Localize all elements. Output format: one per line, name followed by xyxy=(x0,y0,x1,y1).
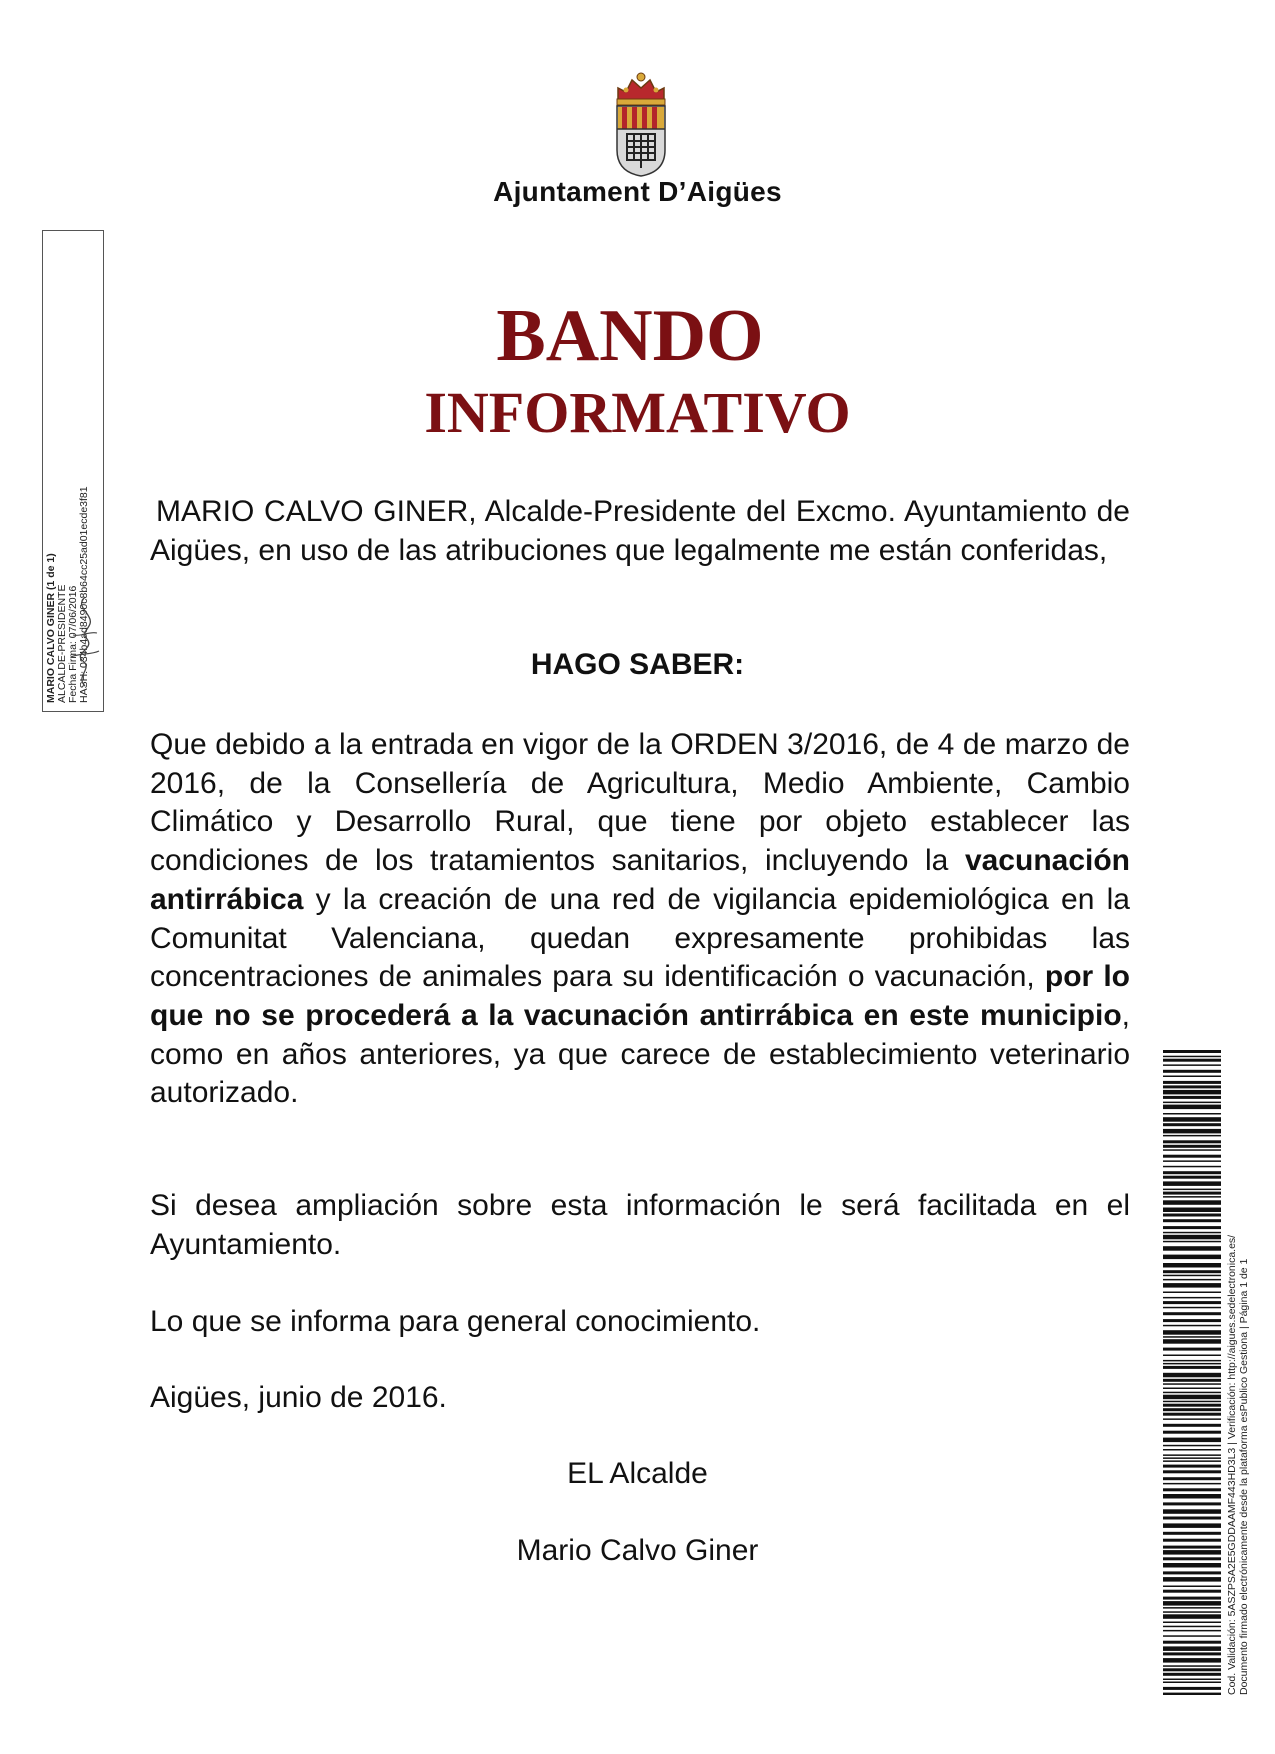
handwritten-signature-icon xyxy=(65,591,105,691)
signature-stamp xyxy=(42,230,104,712)
verification-platform-line: Documento firmado electrónicamente desde la plataforma esPublico Gestiona | Página 1 de 1 xyxy=(1238,1258,1250,1695)
stamp-hash: HASH: 034b4ad8490c8b64cc25ad01ecde3f81 xyxy=(78,486,90,703)
main-paragraph-text-3: , como en años anteriores, ya que carece de establecimiento veterinario autorizado. xyxy=(150,998,1130,1110)
coat-of-arms-logo xyxy=(612,70,670,178)
signature-title: EL Alcalde xyxy=(567,1457,708,1490)
signature-name: Mario Calvo Giner xyxy=(516,1534,759,1567)
main-paragraph-text-2: y la creación de una red de vigilancia epidemiológica en la Comunitat Valenciana, quedan expresamente prohibidas las concentraciones de animales para su identificación o vacunación, xyxy=(150,882,1130,994)
organization-name: Ajuntament D’Aigües xyxy=(493,176,782,207)
verification-text xyxy=(1226,1235,1250,1695)
stamp-role: ALCALDE-PRESIDENTE xyxy=(56,584,68,703)
place-date: Aigües, junio de 2016. xyxy=(150,1381,447,1414)
verification-code-line: Cod. Validación: 5ASZPSA2E5GDDAAMF443HD3L3 | Verificación: http://aigues.sedelectronica.es/ xyxy=(1226,1234,1238,1695)
stamp-signer: MARIO CALVO GINER (1 de 1) xyxy=(45,553,57,703)
main-paragraph xyxy=(150,726,1130,1113)
hago-saber-heading: HAGO SABER: xyxy=(530,648,745,681)
document-title-line1: BANDO xyxy=(496,295,764,377)
barcode-icon xyxy=(1163,1050,1221,1695)
stamp-date: Fecha Firma: 07/06/2016 xyxy=(67,585,79,703)
main-paragraph-text-1: Que debido a la entrada en vigor de la ORDEN 3/2016, de 4 de marzo de 2016, de la Consellería de Agricultura, Medio Ambiente, Cambio Climático y Desarrollo Rural, que tiene por objeto establecer las condiciones de los tratamientos sanitarios, incluyendo la xyxy=(150,728,1130,878)
main-paragraph-bold-2: por lo que no se procederá a la vacunación antirrábica en este municipio xyxy=(150,960,1130,1032)
intro-paragraph: MARIO CALVO GINER, Alcalde-Presidente del Excmo. Ayuntamiento de Aigües, en uso de las atribuciones que legalmente me están conferidas, xyxy=(150,495,1130,567)
document-title-line2: INFORMATIVO xyxy=(424,380,851,445)
info-paragraph: Si desea ampliación sobre esta información le será facilitada en el Ayuntamiento. xyxy=(150,1189,1130,1261)
closing-paragraph: Lo que se informa para general conocimiento. xyxy=(150,1305,761,1338)
main-paragraph-bold-1: vacunación antirrábica xyxy=(150,844,1130,916)
